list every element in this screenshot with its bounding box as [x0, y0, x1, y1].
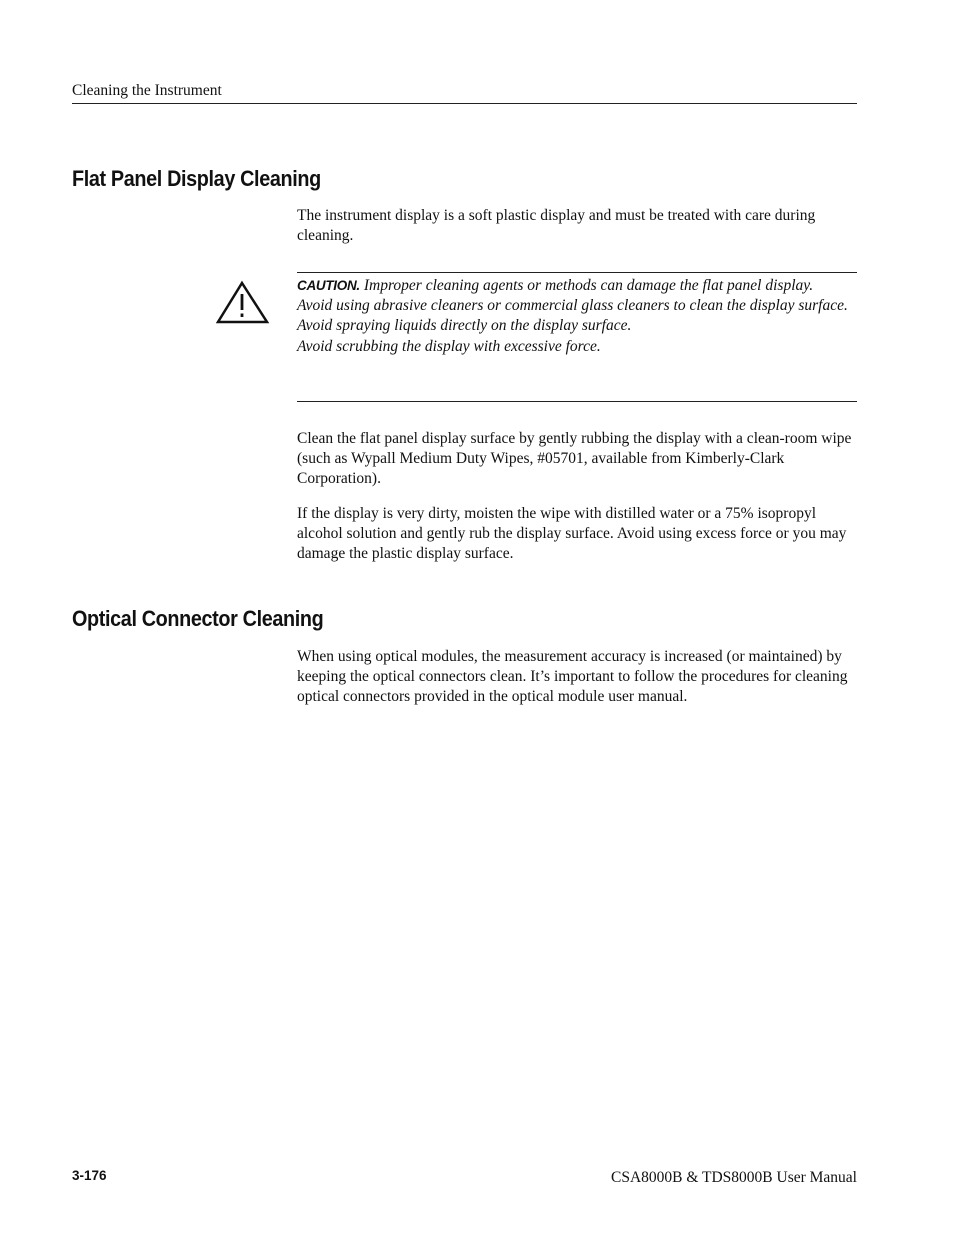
caution-text: Improper cleaning agents or methods can damage the flat panel display. [363, 277, 814, 294]
body-paragraph: Clean the flat panel display surface by gently rubbing the display with a clean-room wipe (such as Wypall Medium Duty Wipes, #05701, available from Kimberly-Clark Corporation). [297, 430, 852, 488]
running-header: Cleaning the Instrument [72, 82, 222, 99]
section-heading-flat-panel: Flat Panel Display Cleaning [72, 166, 321, 191]
header-rule [72, 103, 857, 104]
caution-block [297, 276, 859, 357]
intro-paragraph: The instrument display is a soft plastic display and must be treated with care during cleaning. [297, 207, 816, 245]
caution-line: Avoid spraying liquids directly on the display surface. [297, 317, 632, 335]
caution-label: CAUTION. [297, 278, 360, 293]
body-paragraph: If the display is very dirty, moisten the wipe with distilled water or a 75% isopropyl alcohol solution and gently rub the display surface. Avoid using excess force or you may damage the plastic display surface. [297, 505, 847, 563]
manual-title: CSA8000B & TDS8000B User Manual [610, 1169, 857, 1186]
caution-line: Avoid scrubbing the display with excessive force. [297, 337, 601, 355]
caution-line [297, 276, 859, 296]
section-heading-optical-connector: Optical Connector Cleaning [72, 606, 324, 631]
warning-triangle-icon [216, 280, 270, 326]
page-number: 3-176 [72, 1168, 107, 1183]
body-paragraph: When using optical modules, the measurement accuracy is increased (or maintained) by keeping the optical connectors clean. It’s important to follow the procedures for cleaning optical connectors provided in the optical module user manual. [297, 648, 848, 706]
caution-line: Avoid using abrasive cleaners or commercial glass cleaners to clean the display surface. [297, 297, 848, 315]
caution-bottom-rule [297, 401, 857, 402]
caution-top-rule [297, 272, 857, 273]
